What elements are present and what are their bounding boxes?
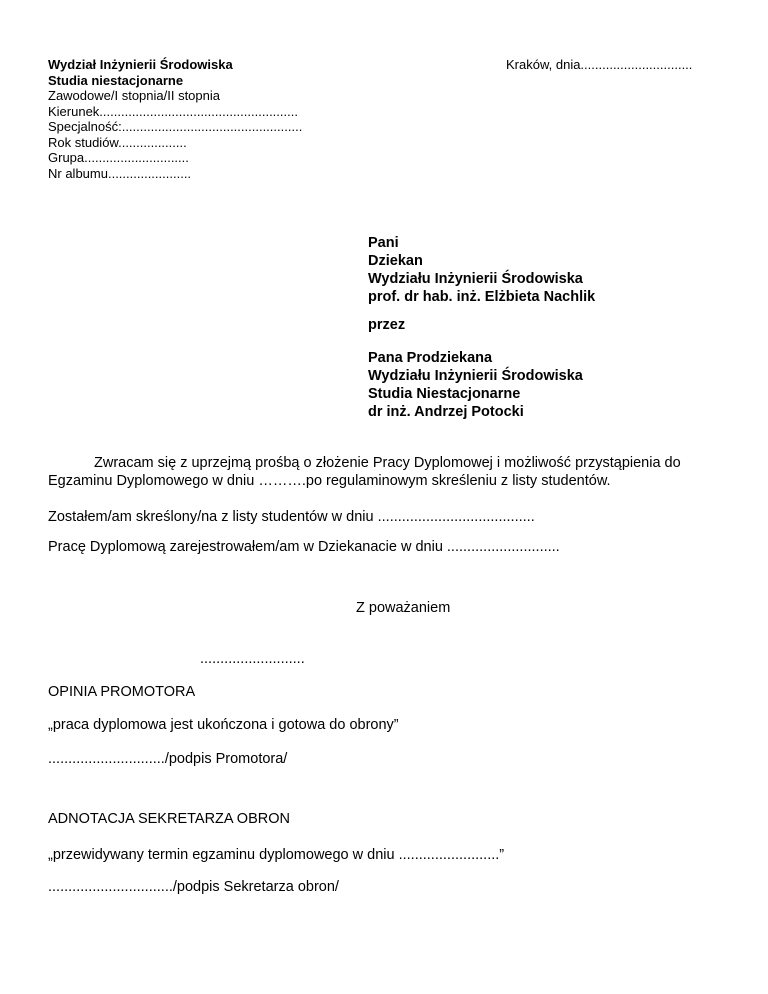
vice-dean-faculty: Wydziału Inżynierii Środowiska	[368, 368, 583, 384]
addressee-role: Dziekan	[368, 253, 423, 269]
student-signature-line: ..........................	[200, 651, 305, 667]
request-line-1: Zwracam się z uprzejmą prośbą o złożenie Pracy Dyplomowej i możliwość przystąpienia do	[94, 455, 681, 471]
secretary-statement: „przewidywany termin egzaminu dyplomowego w dniu .........................”	[48, 847, 505, 863]
vice-dean-block	[368, 349, 583, 421]
registration-line: Pracę Dyplomową zarejestrowałem/am w Dziekanacie w dniu ............................	[48, 539, 560, 555]
removed-from-list-line: Zostałem/am skreślony/na z listy studentów w dniu .......................................	[48, 509, 535, 525]
request-line-2: Egzaminu Dyplomowego w dniu ……….po regulaminowym skreśleniu z listy studentów.	[48, 473, 611, 489]
student-info-block	[48, 57, 302, 181]
addressee-name: prof. dr hab. inż. Elżbieta Nachlik	[368, 289, 596, 305]
specialty-line: Specjalność:..................................................	[48, 119, 303, 134]
vice-dean-name: dr inż. Andrzej Potocki	[368, 404, 524, 420]
album-number-line: Nr albumu.......................	[48, 165, 192, 181]
secretary-signature: .............................../podpis Sekretarza obron/	[48, 879, 339, 895]
study-year-line: Rok studiów...................	[48, 134, 187, 150]
closing-phrase: Z poważaniem	[356, 600, 451, 616]
promoter-statement: „praca dyplomowa jest ukończona i gotowa do obrony”	[48, 717, 399, 733]
field-of-study-line: Kierunek.......................................................	[48, 103, 298, 119]
study-level: Zawodowe/I stopnia/II stopnia	[48, 88, 220, 103]
vice-dean-title: Pana Prodziekana	[368, 350, 493, 366]
date-line: Kraków, dnia...............................	[506, 57, 693, 72]
study-mode: Studia niestacjonarne	[48, 72, 184, 88]
promoter-heading: OPINIA PROMOTORA	[48, 684, 196, 700]
secretary-heading: ADNOTACJA SEKRETARZA OBRON	[48, 811, 290, 827]
vice-dean-study-mode: Studia Niestacjonarne	[368, 386, 521, 402]
addressee-faculty: Wydziału Inżynierii Środowiska	[368, 271, 583, 287]
group-line: Grupa.............................	[48, 150, 189, 165]
faculty-name: Wydział Inżynierii Środowiska	[48, 57, 233, 72]
addressee-title: Pani	[368, 235, 399, 251]
promoter-signature: ............................./podpis Promotora/	[48, 751, 288, 767]
addressee-block	[368, 234, 595, 306]
via-label: przez	[368, 317, 406, 333]
